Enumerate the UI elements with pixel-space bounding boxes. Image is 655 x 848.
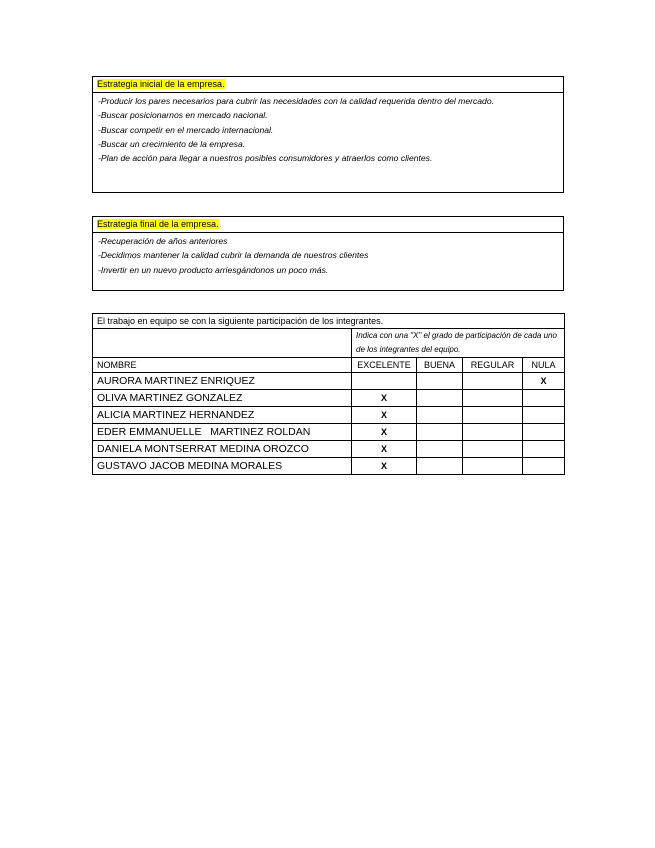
- initial-strategy-box: [92, 76, 564, 193]
- mark-buena: [417, 424, 463, 441]
- mark-excelente: X: [352, 441, 417, 458]
- mark-regular: [463, 407, 523, 424]
- table-row: [93, 407, 565, 424]
- header-excelente: EXCELENTE: [352, 358, 417, 373]
- member-name: DANIELA MONTSERRAT MEDINA OROZCO: [93, 441, 352, 458]
- mark-nula: [523, 458, 565, 475]
- mark-buena: [417, 458, 463, 475]
- mark-regular: [463, 373, 523, 390]
- final-strategy-title: Estrategia final de la empresa.: [97, 219, 219, 229]
- mark-nula: [523, 390, 565, 407]
- mark-excelente: [352, 373, 417, 390]
- mark-nula: X: [523, 373, 565, 390]
- table-row: [93, 390, 565, 407]
- initial-strategy-line: -Plan de acción para llegar a nuestros posibles consumidores y atraerlos como clientes.: [98, 153, 433, 164]
- member-name: GUSTAVO JACOB MEDINA MORALES: [93, 458, 352, 475]
- mark-excelente: X: [352, 390, 417, 407]
- table-row: [93, 458, 565, 475]
- final-strategy-line: -Recuperación de años anteriores: [98, 236, 228, 246]
- initial-strategy-title: Estrategia inicial de la empresa.: [97, 79, 225, 89]
- participation-instruction: Indica con una "X" el grado de participación de cada uno de los integrantes del equipo.: [352, 329, 565, 358]
- participation-table: [92, 313, 565, 475]
- final-strategy-box: [92, 216, 564, 291]
- table-row: [93, 441, 565, 458]
- initial-strategy-line: -Producir los pares necesarios para cubrir las necesidades con la calidad requerida dentro del mercado.: [98, 96, 495, 106]
- final-strategy-body: [93, 233, 563, 277]
- header-nula: NULA: [523, 358, 565, 373]
- final-strategy-line: -Decidimos mantener la calidad cubrir la demanda de nuestros clientes: [98, 250, 369, 261]
- initial-strategy-header: [93, 77, 563, 93]
- mark-excelente: X: [352, 407, 417, 424]
- table-row: [93, 373, 565, 390]
- participation-header-row: [93, 358, 565, 373]
- mark-regular: [463, 441, 523, 458]
- participation-title: El trabajo en equipo se con la siguiente participación de los integrantes.: [93, 314, 565, 329]
- header-regular: REGULAR: [463, 358, 523, 373]
- member-name: OLIVA MARTINEZ GONZALEZ: [93, 390, 352, 407]
- initial-strategy-line: -Buscar competir en el mercado internacional.: [98, 124, 274, 135]
- mark-nula: [523, 424, 565, 441]
- header-buena: BUENA: [417, 358, 463, 373]
- member-name: ALICIA MARTINEZ HERNANDEZ: [93, 407, 352, 424]
- mark-buena: [417, 407, 463, 424]
- participation-title-row: [93, 314, 565, 329]
- final-strategy-header: [93, 217, 563, 233]
- member-name: AURORA MARTINEZ ENRIQUEZ: [93, 373, 352, 390]
- header-nombre: NOMBRE: [93, 358, 352, 373]
- instruction-spacer: [93, 329, 352, 358]
- mark-excelente: X: [352, 458, 417, 475]
- mark-buena: [417, 390, 463, 407]
- initial-strategy-line: -Buscar un crecimiento de la empresa.: [98, 138, 246, 149]
- initial-strategy-body: [93, 93, 563, 165]
- mark-buena: [417, 441, 463, 458]
- mark-nula: [523, 407, 565, 424]
- initial-strategy-line: -Buscar posicionarnos en mercado nacional.: [98, 110, 268, 121]
- participation-instruction-row: [93, 329, 565, 358]
- table-row: [93, 424, 565, 441]
- mark-nula: [523, 441, 565, 458]
- mark-regular: [463, 458, 523, 475]
- mark-regular: [463, 424, 523, 441]
- mark-excelente: X: [352, 424, 417, 441]
- final-strategy-line: -Invertir en un nuevo producto arriesgándonos un poco más.: [98, 264, 329, 275]
- mark-regular: [463, 390, 523, 407]
- mark-buena: [417, 373, 463, 390]
- member-name: EDER EMMANUELLE MARTINEZ ROLDAN: [93, 424, 352, 441]
